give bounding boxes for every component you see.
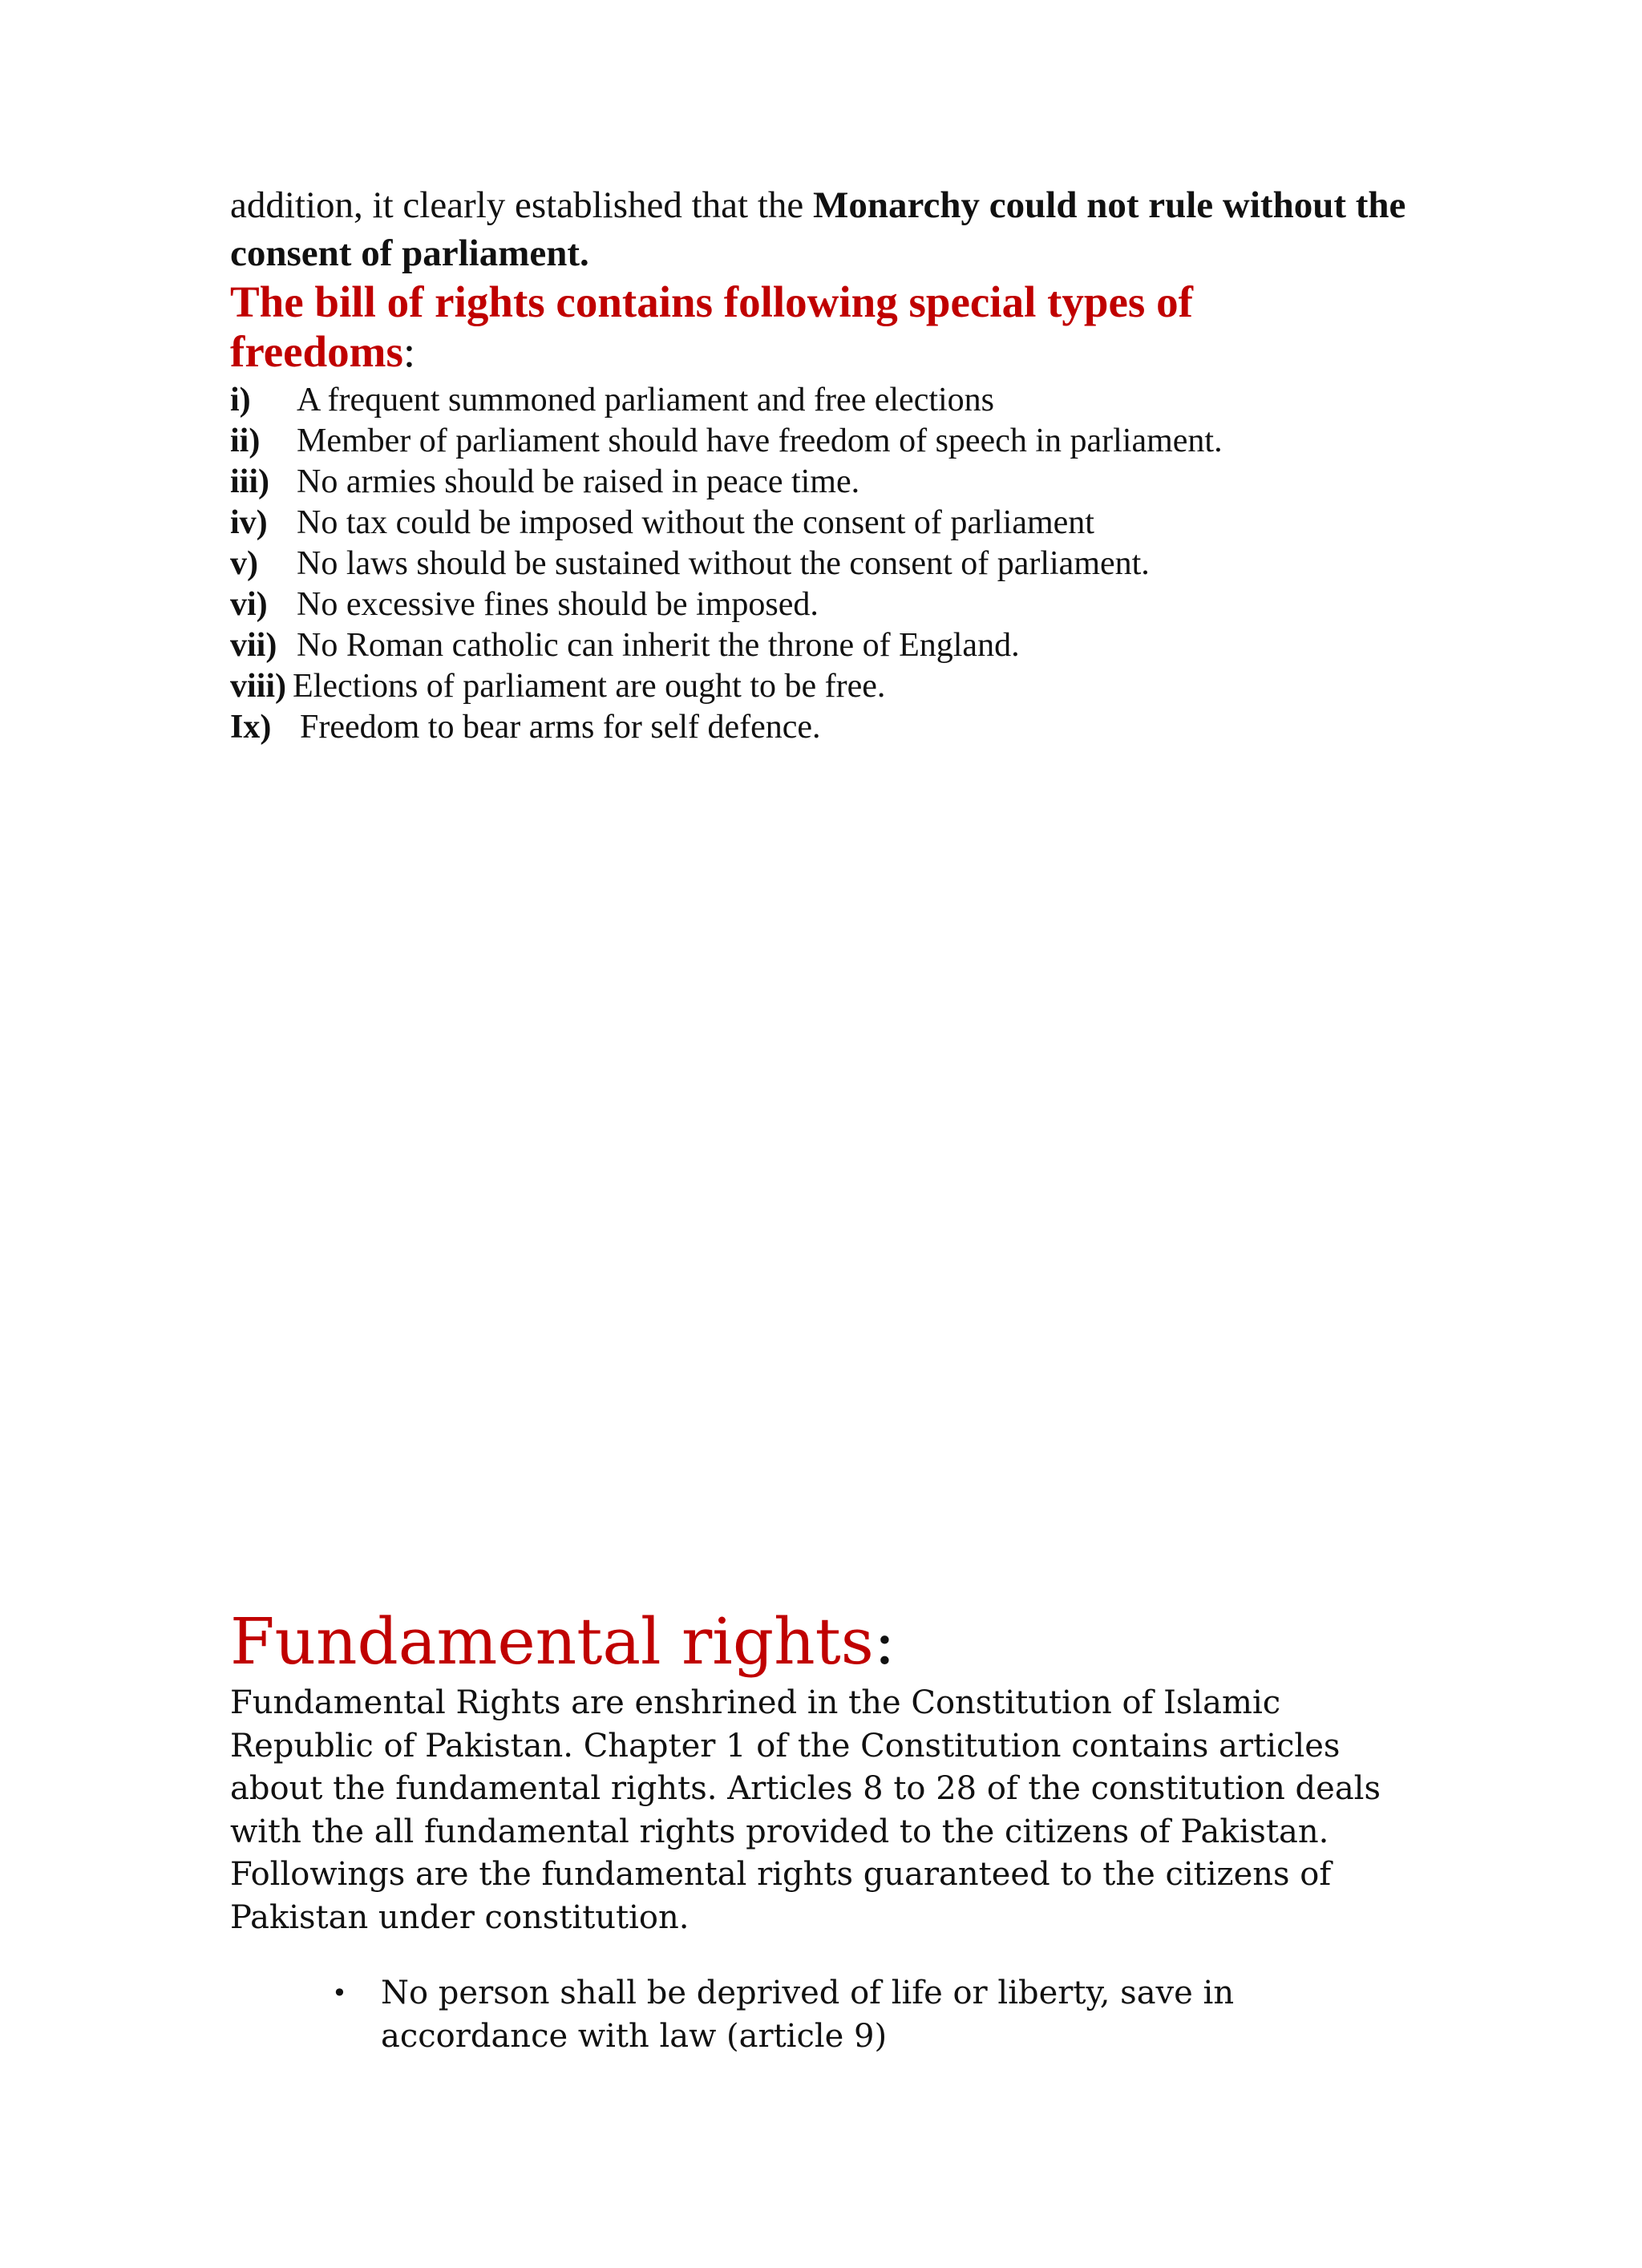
freedom-text: No tax could be imposed without the consent of parliament bbox=[297, 504, 1094, 541]
freedom-item bbox=[230, 503, 1433, 544]
intro-bold-text: Monarchy could not rule without the consent of parliament. bbox=[230, 184, 1406, 274]
bill-of-rights-heading bbox=[230, 277, 1337, 377]
freedom-number: i) bbox=[230, 382, 251, 418]
list-item bbox=[230, 1971, 1263, 2058]
freedom-item bbox=[230, 380, 1433, 421]
freedom-text: Freedom to bear arms for self defence. bbox=[300, 709, 821, 746]
freedom-number: ii) bbox=[230, 422, 261, 459]
fundamental-rights-title bbox=[230, 1602, 1433, 1682]
fundamental-rights-title-colon: : bbox=[873, 1604, 896, 1679]
freedom-number: iv) bbox=[230, 504, 268, 541]
intro-paragraph bbox=[230, 181, 1433, 277]
freedom-item bbox=[230, 421, 1433, 462]
bullet-icon: • bbox=[332, 1978, 347, 2008]
freedom-item bbox=[230, 544, 1433, 584]
bill-of-rights-section bbox=[230, 181, 1433, 748]
freedom-number: vi) bbox=[230, 586, 268, 623]
freedom-text: A frequent summoned parliament and free elections bbox=[297, 382, 995, 418]
rights-bullet-list bbox=[230, 1971, 1433, 2058]
bullet-text: No person shall be deprived of life or liberty, save in accordance with law (article 9) bbox=[381, 1975, 1235, 2055]
bill-of-rights-heading-colon: : bbox=[402, 327, 416, 376]
fundamental-rights-section bbox=[230, 1602, 1433, 2058]
freedom-text: Member of parliament should have freedom of speech in parliament. bbox=[297, 422, 1223, 459]
freedom-number: vii) bbox=[230, 627, 277, 664]
freedom-number: v) bbox=[230, 545, 258, 582]
fundamental-rights-paragraph: Fundamental Rights are enshrined in the Constitution of Islamic Republic of Pakistan. Chapter 1 of the Constitution contains articles about the fundamental rights. Articles 8 to 28 of the constitution deals with the all fundamental rights provided to the citizens of Pakistan. Followings are the fundamental rights guaranteed to the citizens of Pakistan under constitution. bbox=[230, 1684, 1381, 1936]
freedom-item bbox=[230, 625, 1433, 666]
freedom-number: iii) bbox=[230, 463, 269, 500]
freedom-text: No excessive fines should be imposed. bbox=[297, 586, 819, 623]
freedom-number: Ix) bbox=[230, 709, 272, 746]
bill-of-rights-heading-text: The bill of rights contains following special types of freedoms bbox=[230, 277, 1193, 376]
fundamental-rights-title-text: Fundamental rights bbox=[230, 1604, 874, 1679]
freedom-item bbox=[230, 584, 1433, 625]
intro-text: addition, it clearly established that the bbox=[230, 184, 813, 226]
freedom-text: No laws should be sustained without the consent of parliament. bbox=[297, 545, 1150, 582]
freedom-item bbox=[230, 462, 1433, 503]
freedoms-list bbox=[230, 380, 1433, 748]
freedom-item bbox=[230, 666, 1433, 707]
freedom-text: No armies should be raised in peace time. bbox=[297, 463, 860, 500]
freedom-item bbox=[230, 707, 1433, 748]
freedom-number: viii) bbox=[230, 668, 286, 705]
freedom-text: Elections of parliament are ought to be free. bbox=[293, 668, 886, 705]
freedom-text: No Roman catholic can inherit the throne of England. bbox=[297, 627, 1020, 664]
